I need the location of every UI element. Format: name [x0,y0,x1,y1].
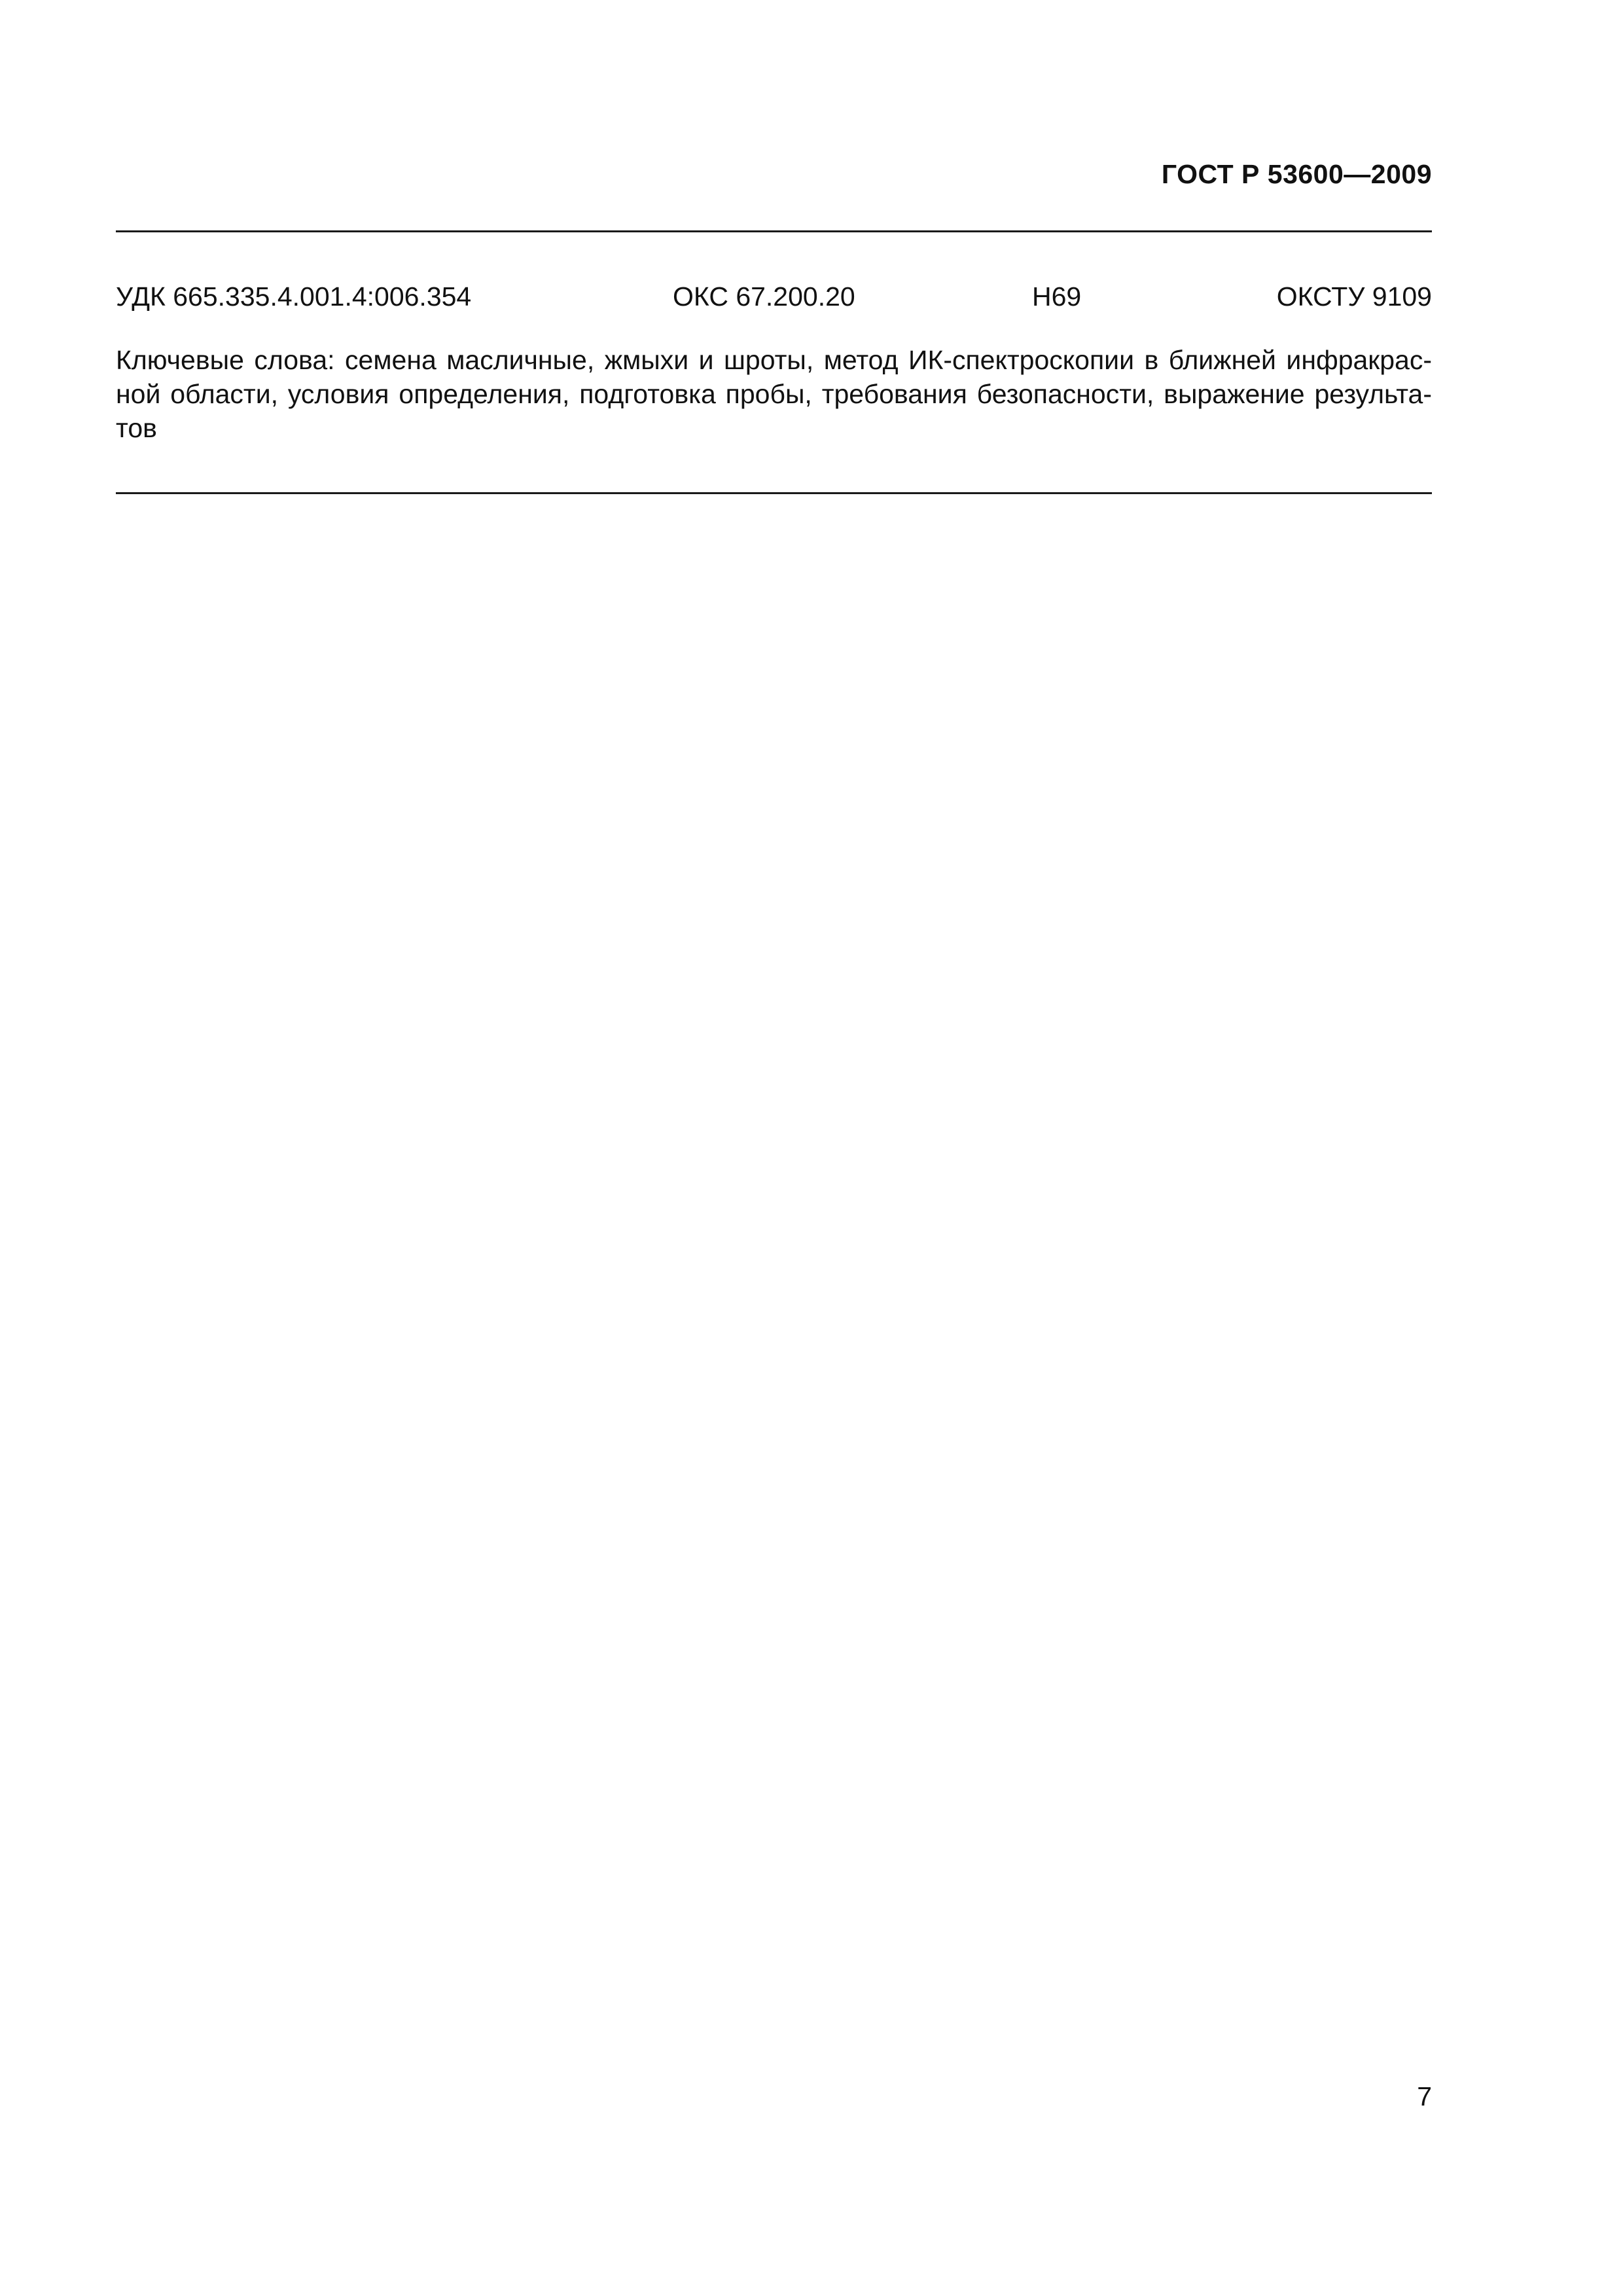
classification-row [116,281,1432,318]
okstu-code: ОКСТУ 9109 [1276,281,1432,312]
keywords-paragraph [116,343,1432,445]
standard-code-header: ГОСТ Р 53600—2009 [1161,159,1432,189]
page-number: 7 [1417,2081,1432,2111]
keywords-line: Ключевые слова: семена масличные, жмыхи и шроты, метод ИК-спектроскопии в ближней инфракрас- [116,345,1432,375]
oks-code: ОКС 67.200.20 [673,281,855,312]
top-divider [116,230,1432,232]
keywords-line: ной области, условия определения, подготовка пробы, требования безопасности, выражение результа- [116,379,1432,409]
keywords-line: тов [116,413,157,443]
bottom-divider [116,492,1432,494]
udc-code: УДК 665.335.4.001.4:006.354 [116,281,472,312]
group-code: Н69 [1032,281,1082,312]
